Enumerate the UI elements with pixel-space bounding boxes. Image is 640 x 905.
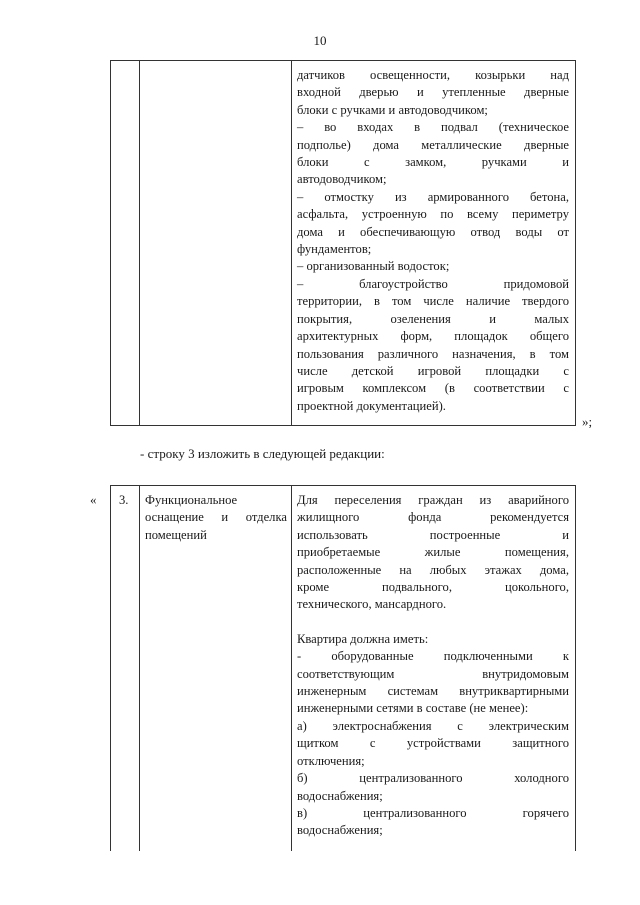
text-line: Для переселения граждан из аварийного bbox=[297, 493, 569, 507]
table-row-3 bbox=[110, 485, 576, 851]
text-line: жилищного фонда рекомендуется bbox=[297, 510, 569, 525]
text-line: блоки с ручками и автодоводчиком; bbox=[297, 102, 488, 117]
text-line: помещений bbox=[145, 527, 207, 542]
text-line: датчиков освещенности, козырьки над bbox=[297, 68, 569, 82]
text-line: водоснабжения; bbox=[297, 788, 383, 803]
instruction-text: - строку 3 изложить в следующей редакции: bbox=[140, 446, 385, 461]
text-line: архитектурных форм, площадок общего bbox=[297, 329, 569, 344]
text-line: оснащение и отделка bbox=[145, 510, 287, 525]
text-line: кроме подвального, цокольного, bbox=[297, 580, 569, 595]
text-line: покрытия, озеленения и малых bbox=[297, 311, 569, 326]
cell-row-title bbox=[145, 492, 287, 544]
table-continuation bbox=[110, 60, 576, 426]
text-line: водоснабжения; bbox=[297, 823, 383, 838]
row-number: 3. bbox=[119, 493, 129, 507]
text-line: приобретаемые жилые помещения, bbox=[297, 545, 569, 560]
paragraph-gap bbox=[297, 614, 569, 631]
text-line: входной дверью и утепленные дверные bbox=[297, 85, 569, 100]
text-line: б) централизованного холодного bbox=[297, 771, 569, 786]
text-line: в) централизованного горячего bbox=[297, 805, 569, 820]
text-line: соответствующим внутридомовым bbox=[297, 666, 569, 681]
text-line: пользования различного назначения, в том bbox=[297, 346, 569, 361]
text-line: – организованный водосток; bbox=[297, 259, 450, 274]
text-line: асфальта, устроенную по всему периметру bbox=[297, 207, 569, 222]
text-line: – благоустройство придомовой bbox=[297, 276, 569, 291]
column-divider bbox=[291, 486, 292, 851]
text-line: дома и обеспечивающую отвод воды от bbox=[297, 224, 569, 239]
text-line: Квартира должна иметь: bbox=[297, 631, 429, 646]
text-line: инженерными сетями в составе (не менее): bbox=[297, 701, 529, 716]
text-line: использовать построенные и bbox=[297, 527, 569, 542]
text-line: игровым комплексом (в соответствии с bbox=[297, 381, 569, 396]
closing-quote: »; bbox=[582, 414, 593, 429]
text-line: подполье) дома металлические дверные bbox=[297, 137, 569, 152]
text-line: расположенные на любых этажах дома, bbox=[297, 562, 569, 577]
text-line: отключения; bbox=[297, 753, 365, 768]
column-divider bbox=[291, 61, 292, 425]
text-line: проектной документацией). bbox=[297, 398, 446, 413]
text-line: территории, в том числе наличие твердого bbox=[297, 294, 569, 309]
text-line: фундаментов; bbox=[297, 242, 372, 257]
text-line: - оборудованные подключенными к bbox=[297, 649, 569, 664]
opening-quote: « bbox=[90, 492, 97, 507]
cell-row-description bbox=[297, 492, 569, 840]
text-line: блоки с замком, ручками и bbox=[297, 155, 569, 170]
column-divider bbox=[139, 486, 140, 851]
text-line: – отмостку из армированного бетона, bbox=[297, 189, 569, 204]
text-line: числе детской игровой площадки с bbox=[297, 363, 569, 378]
page-number: 10 bbox=[313, 33, 327, 48]
text-line: – во входах в подвал (техническое bbox=[297, 120, 569, 135]
text-line: щитком с устройствами защитного bbox=[297, 736, 569, 751]
text-line: автодоводчиком; bbox=[297, 172, 387, 187]
text-line: технического, мансардного. bbox=[297, 597, 447, 612]
cell-requirements-text bbox=[297, 67, 569, 415]
column-divider bbox=[139, 61, 140, 425]
text-line: а) электроснабжения с электрическим bbox=[297, 718, 569, 733]
text-line: инженерным системам внутриквартирными bbox=[297, 684, 569, 699]
text-line: Функциональное bbox=[145, 493, 238, 507]
